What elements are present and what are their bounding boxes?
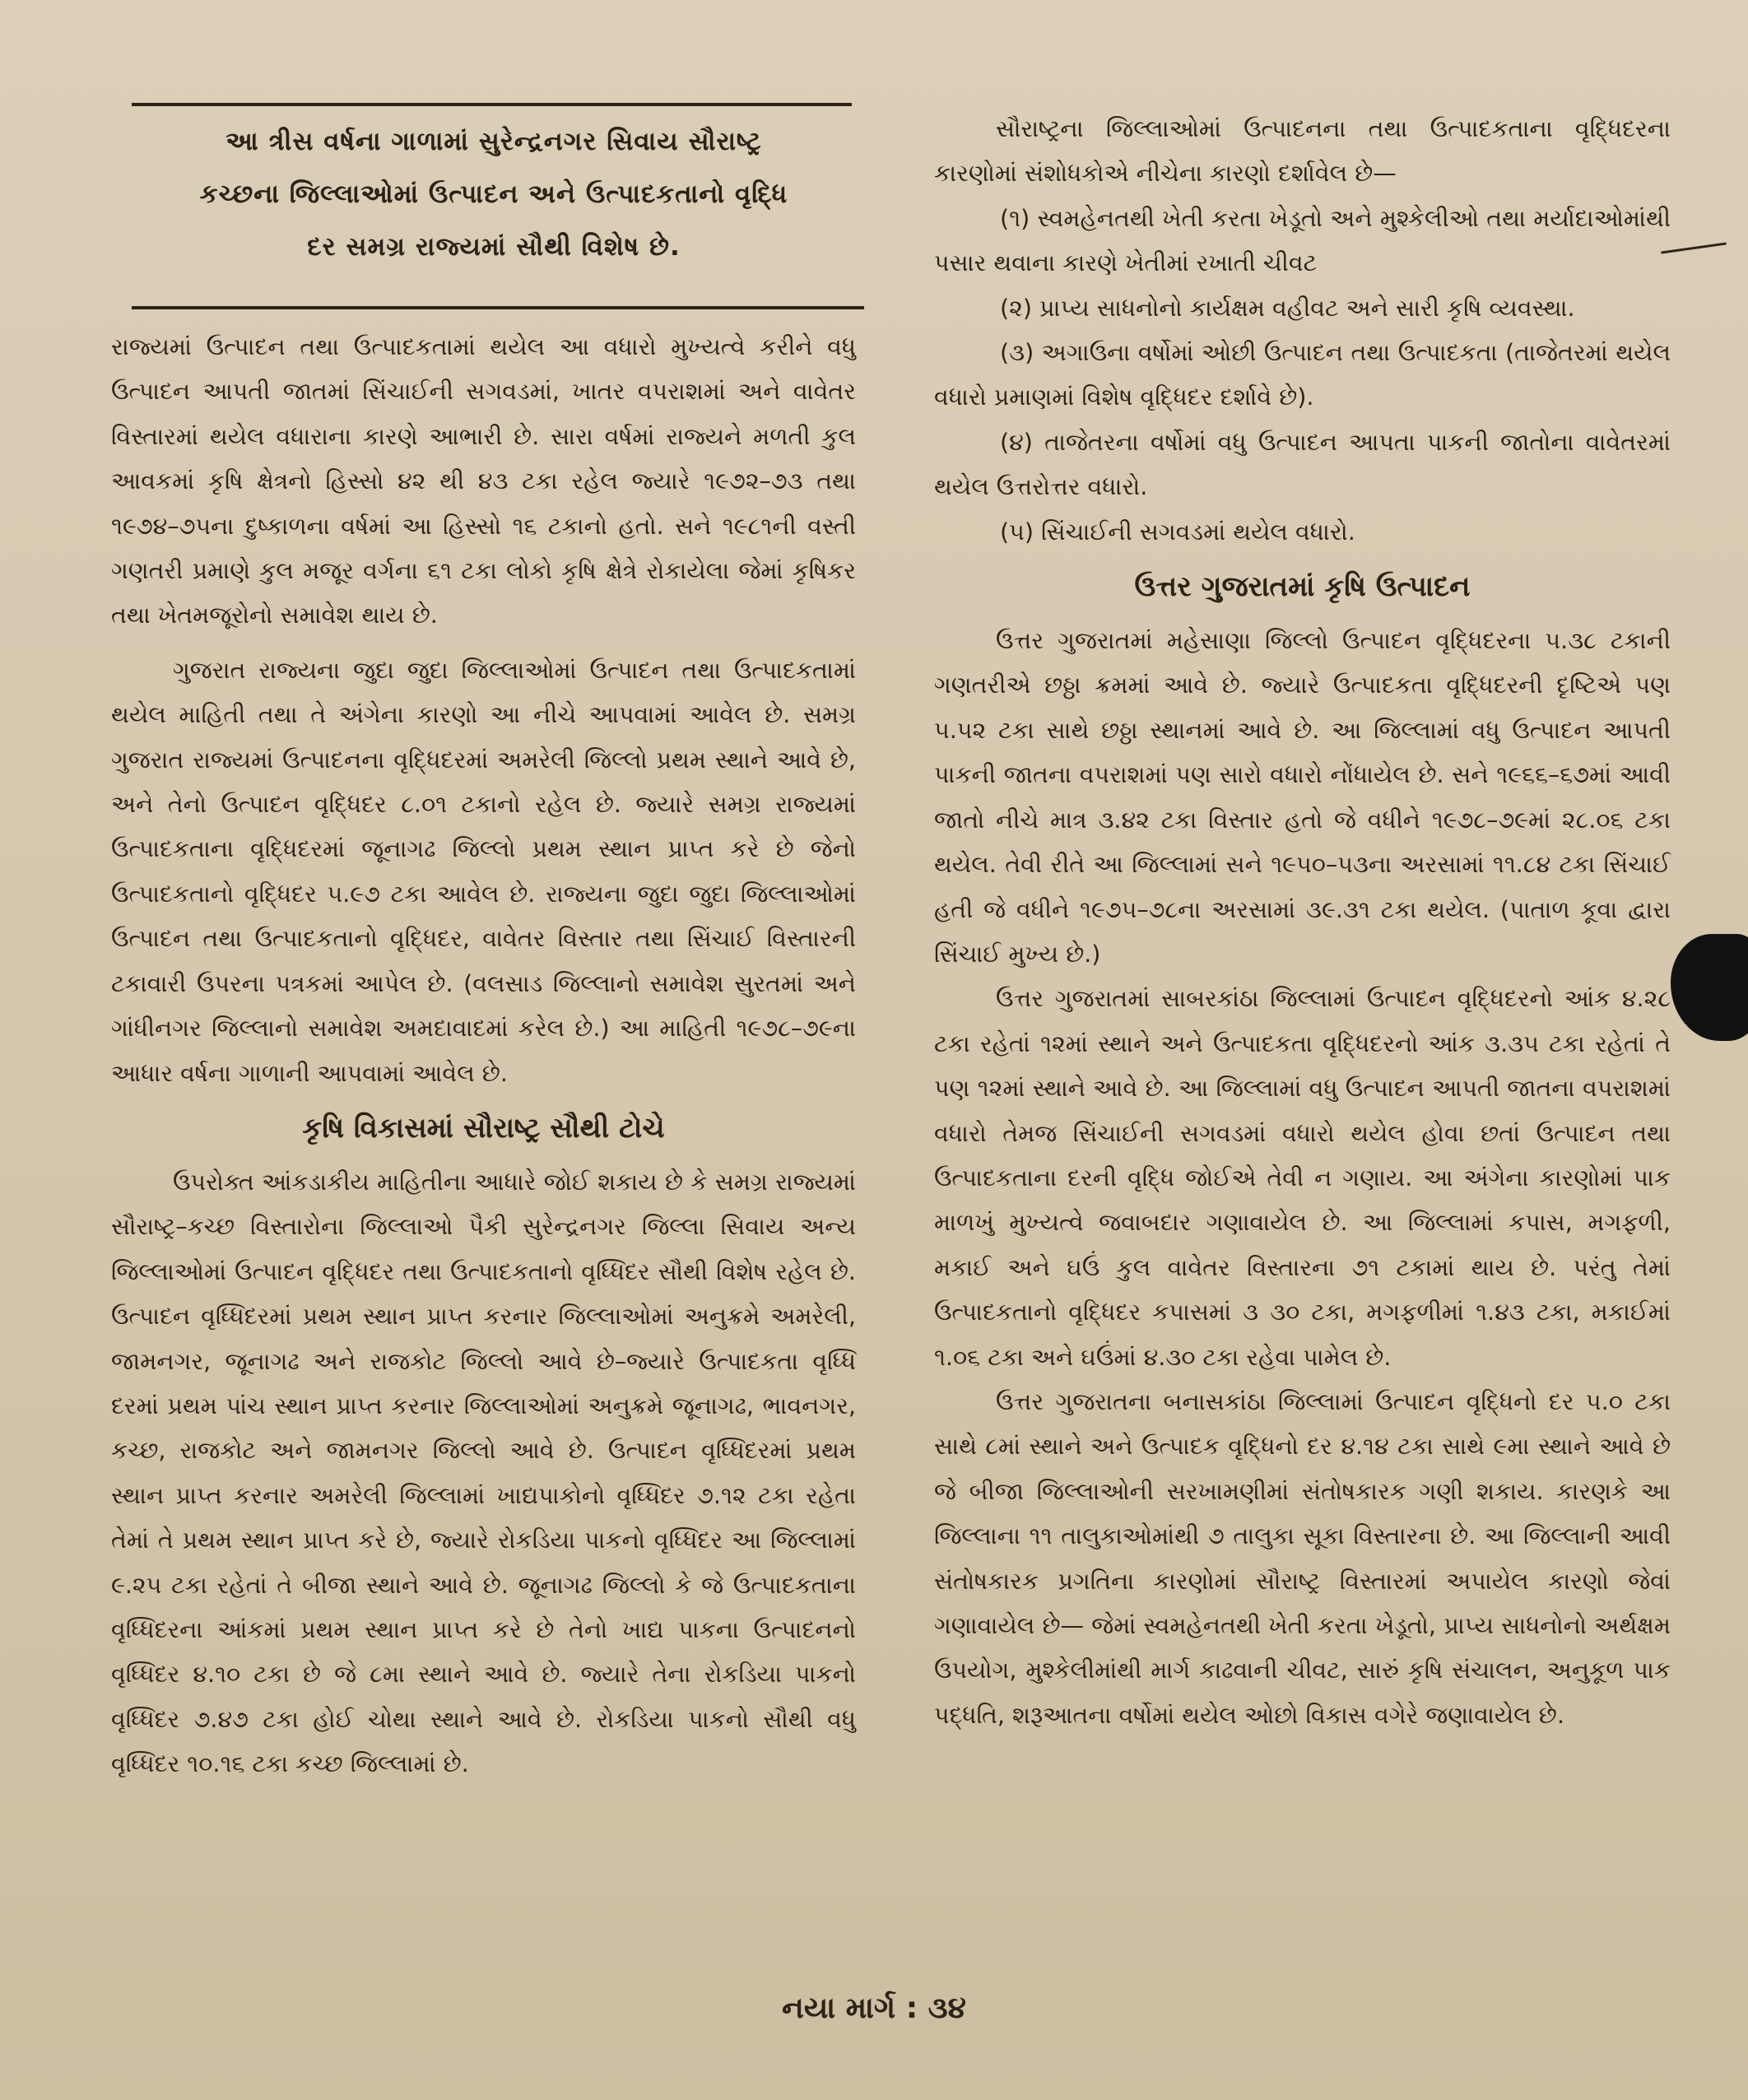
section-heading: કૃષિ વિકાસમાં સૌરાષ્ટ્ર સૌથી ટોચે <box>302 1111 665 1145</box>
highlight-box <box>132 115 856 273</box>
paragraph: ગુજરાત રાજ્યના જુદા જુદા જિલ્લાઓમાં ઉત્પાદન તથા ઉત્પાદકતામાં થયેલ માહિતી તથા તે અંગેના કારણો આ નીચે આપવામાં આવેલ છે. સમગ્ર ગુજરાત રાજ્યમાં ઉત્પાદનના વૃદ્ધિદરમાં અમરેલી જિલ્લો પ્રથમ સ્થાને આવે છે, અને તેનો ઉત્પાદન વૃદ્ધિદર ૮.૦૧ ટકાનો રહેલ છે. જ્યારે સમગ્ર રાજ્યમાં ઉત્પાદકતાના વૃદ્ધિદરમાં જૂનાગઢ જિલ્લો પ્રથમ સ્થાન પ્રાપ્ત કરે છે જેનો ઉત્પાદકતાનો વૃદ્ધિદર ૫.૯૭ ટકા આવેલ છે. રાજ્યના જુદા જુદા જિલ્લાઓમાં ઉત્પાદન તથા ઉત્પાદકતાનો વૃદ્ધિદર, વાવેતર વિસ્તાર તથા સિંચાઈ વિસ્તારની ટકાવારી ઉપરના પત્રકમાં આપેલ છે. (વલસાડ જિલ્લાનો સમાવેશ સુરતમાં અને ગાંધીનગર જિલ્લાનો સમાવેશ અમદાવાદમાં કરેલ છે.) આ માહિતી ૧૯૭૮–૭૯ના આધાર વર્ષના ગાળાની આપવામાં આવેલ છે. <box>111 656 856 1087</box>
list-item: (૩) અગાઉના વર્ષોમાં ઓછી ઉત્પાદન તથા ઉત્પાદકતા (તાજેતરમાં થયેલ વધારો પ્રમાણમાં વિશેષ વૃદ્ધિદર દર્શાવે છે). <box>934 339 1671 411</box>
list-item: (૨) પ્રાપ્ય સાધનોનો કાર્યક્ષમ વહીવટ અને સારી કૃષિ વ્યવસ્થા. <box>1000 294 1575 322</box>
right-column <box>934 107 1671 1738</box>
list-item: (૧) સ્વમહેનતથી ખેતી કરતા ખેડૂતો અને મુશ્કેલીઓ તથા મર્યાદાઓમાંથી પસાર થવાના કારણે ખેતીમાં રખાતી ચીવટ <box>934 204 1671 277</box>
highlight-line: કચ્છના જિલ્લાઓમાં ઉત્પાદન અને ઉત્પાદકતાનો વૃદ્ધિ <box>199 179 788 209</box>
highlight-bottom-rule <box>132 306 864 309</box>
paragraph: ઉપરોક્ત આંકડાકીય માહિતીના આધારે જોઈ શકાય છે કે સમગ્ર રાજ્યમાં સૌરાષ્ટ્ર–કચ્છ વિસ્તારોના જિલ્લાઓ પૈકી સુરેન્દ્રનગર જિલ્લા સિવાય અન્ય જિલ્લાઓમાં ઉત્પાદન વૃદ્ધિદર તથા ઉત્પાદકતાનો વૃધ્ધિદર સૌથી વિશેષ રહેલ છે. ઉત્પાદન વૃધ્ધિદરમાં પ્રથમ સ્થાન પ્રાપ્ત કરનાર જિલ્લાઓમાં અનુક્રમે અમરેલી, જામનગર, જૂનાગઢ અને રાજકોટ જિલ્લો આવે છે–જ્યારે ઉત્પાદકતા વૃધ્ધિ દરમાં પ્રથમ પાંચ સ્થાન પ્રાપ્ત કરનાર જિલ્લાઓમાં અનુક્રમે જૂનાગઢ, ભાવનગર, કચ્છ, રાજકોટ અને જામનગર જિલ્લો આવે છે. ઉત્પાદન વૃધ્ધિદરમાં પ્રથમ સ્થાન પ્રાપ્ત કરનાર અમરેલી જિલ્લામાં ખાદ્યપાકોનો વૃધ્ધિદર ૭.૧૨ ટકા રહેતા તેમાં તે પ્રથમ સ્થાન પ્રાપ્ત કરે છે, જ્યારે રોકડિયા પાકનો વૃધ્ધિદર આ જિલ્લામાં ૯.૨૫ ટકા રહેતાં તે બીજા સ્થાને આવે છે. જૂનાગઢ જિલ્લો કે જે ઉત્પાદકતાના વૃધ્ધિદરના આંકમાં પ્રથમ સ્થાન પ્રાપ્ત કરે છે તેનો ખાદ્ય પાકના ઉત્પાદનનો વૃધ્ધિદર ૪.૧૦ ટકા છે જે ૮મા સ્થાને આવે છે. જ્યારે તેના રોકડિયા પાકનો વૃધ્ધિદર ૭.૪૭ ટકા હોઈ ચોથા સ્થાને આવે છે. રોકડિયા પાકનો સૌથી વધુ વૃધ્ધિદર ૧૦.૧૬ ટકા કચ્છ જિલ્લામાં છે. <box>111 1168 856 1778</box>
section-heading: ઉત્તર ગુજરાતમાં કૃષિ ઉત્પાદન <box>1134 570 1471 604</box>
ink-stain <box>1671 934 1748 1041</box>
paragraph: સૌરાષ્ટ્રના જિલ્લાઓમાં ઉત્પાદનના તથા ઉત્પાદકતાના વૃદ્ધિદરના કારણોમાં સંશોધકોએ નીચેના કારણો દર્શાવેલ છે— <box>934 115 1671 188</box>
paragraph: ઉત્તર ગુજરાતમાં સાબરકાંઠા જિલ્લામાં ઉત્પાદન વૃદ્ધિદરનો આંક ૪.૨૮ ટકા રહેતાં ૧૨માં સ્થાને અને ઉત્પાદકતા વૃદ્ધિદરનો આંક ૩.૩૫ ટકા રહેતાં તે પણ ૧૨માં સ્થાને આવે છે. આ જિલ્લામાં વધુ ઉત્પાદન આપતી જાતના વપરાશમાં વધારો તેમજ સિંચાઈની સગવડમાં વધારો થયેલ હોવા છતાં ઉત્પાદન તથા ઉત્પાદકતાના દરની વૃદ્ધિ જોઈએ તેવી ન ગણાય. આ અંગેના કારણોમાં પાક માળખું મુખ્યત્વે જવાબદાર ગણાવાયેલ છે. આ જિલ્લામાં કપાસ, મગફળી, મકાઈ અને ઘઉં કુલ વાવેતર વિસ્તારના ૭૧ ટકામાં થાય છે. પરંતુ તેમાં ઉત્પાદકતાનો વૃદ્ધિદર કપાસમાં ૩ ૩૦ ટકા, મગફળીમાં ૧.૪૩ ટકા, મકાઈમાં ૧.૦૬ ટકા અને ઘઉંમાં ૪.૩૦ ટકા રહેવા પામેલ છે. <box>934 985 1671 1371</box>
left-column <box>111 325 856 1787</box>
page-footer: નયા માર્ગ : ૩૪ <box>782 1991 966 2025</box>
highlight-line: આ ત્રીસ વર્ષના ગાળામાં સુરેન્દ્રનગર સિવાય સૌરાષ્ટ્ર <box>225 127 762 156</box>
list-item: (૫) સિંચાઈની સગવડમાં થયેલ વધારો. <box>1000 518 1355 546</box>
highlight-line: દર સમગ્ર રાજ્યમાં સૌથી વિશેષ છે. <box>307 232 681 262</box>
list-item: (૪) તાજેતરના વર્ષોમાં વધુ ઉત્પાદન આપતા પાકની જાતોના વાવેતરમાં થયેલ ઉત્તરોત્તર વધારો. <box>934 428 1671 501</box>
paragraph: ઉત્તર ગુજરાતના બનાસકાંઠા જિલ્લામાં ઉત્પાદન વૃદ્ધિનો દર ૫.૦ ટકા સાથે ૮માં સ્થાને અને ઉત્પાદક વૃદ્ધિનો દર ૪.૧૪ ટકા સાથે ૯મા સ્થાને આવે છે જે બીજા જિલ્લાઓની સરખામણીમાં સંતોષકારક ગણી શકાય. કારણકે આ જિલ્લાના ૧૧ તાલુકાઓમાંથી ૭ તાલુકા સૂકા વિસ્તારના છે. આ જિલ્લાની આવી સંતોષકારક પ્રગતિના કારણોમાં સૌરાષ્ટ્ર વિસ્તારમાં અપાયેલ કારણો જેવાં ગણાવાયેલ છે— જેમાં સ્વમહેનતથી ખેતી કરતા ખેડૂતો, પ્રાપ્ય સાધનોનો અર્થક્ષમ ઉપયોગ, મુશ્કેલીમાંથી માર્ગ કાઢવાની ચીવટ, સારું કૃષિ સંચાલન, અનુકૂળ પાક પદ્ધતિ, શરૂઆતના વર્ષોમાં થયેલ ઓછો વિકાસ વગેરે જણાવાયેલ છે. <box>934 1387 1671 1729</box>
paragraph: રાજ્યમાં ઉત્પાદન તથા ઉત્પાદકતામાં થયેલ આ વધારો મુખ્યત્વે કરીને વધુ ઉત્પાદન આપતી જાતમાં સિંચાઈની સગવડમાં, ખાતર વપરાશમાં અને વાવેતર વિસ્તારમાં થયેલ વધારાના કારણે આભારી છે. સારા વર્ષમાં રાજ્યને મળતી કુલ આવકમાં કૃષિ ક્ષેત્રનો હિસ્સો ૪૨ થી ૪૩ ટકા રહેલ જ્યારે ૧૯૭૨–૭૩ તથા ૧૯૭૪–૭૫ના દુષ્કાળના વર્ષમાં આ હિસ્સો ૧૬ ટકાનો હતો. સને ૧૯૮૧ની વસ્તી ગણતરી પ્રમાણે કુલ મજૂર વર્ગના ૬૧ ટકા લોકો કૃષિ ક્ષેત્રે રોકાયેલા જેમાં કૃષિકર તથા ખેતમજૂરોનો સમાવેશ થાય છે. <box>111 333 856 630</box>
paragraph: ઉત્તર ગુજરાતમાં મહેસાણા જિલ્લો ઉત્પાદન વૃદ્ધિદરના ૫.૩૮ ટકાની ગણતરીએ છઠ્ઠા ક્રમમાં આવે છે. જ્યારે ઉત્પાદકતા વૃદ્ધિદરની દૃષ્ટિએ પણ ૫.૫૨ ટકા સાથે છઠ્ઠા સ્થાનમાં આવે છે. આ જિલ્લામાં વધુ ઉત્પાદન આપતી પાકની જાતના વપરાશમાં પણ સારો વધારો નોંધાયેલ છે. સને ૧૯૬૬–૬૭માં આવી જાતો નીચે માત્ર ૩.૪૨ ટકા વિસ્તાર હતો જે વધીને ૧૯૭૮–૭૯માં ૨૮.૦૬ ટકા થયેલ. તેવી રીતે આ જિલ્લામાં સને ૧૯૫૦–૫૩ના અરસામાં ૧૧.૮૪ ટકા સિંચાઈ હતી જે વધીને ૧૯૭૫–૭૮ના અરસામાં ૩૯.૩૧ ટકા થયેલ. (પાતાળ કૂવા દ્વારા સિંચાઈ મુખ્ય છે.) <box>934 627 1671 968</box>
pen-mark <box>1661 242 1727 253</box>
highlight-top-rule <box>132 103 852 106</box>
